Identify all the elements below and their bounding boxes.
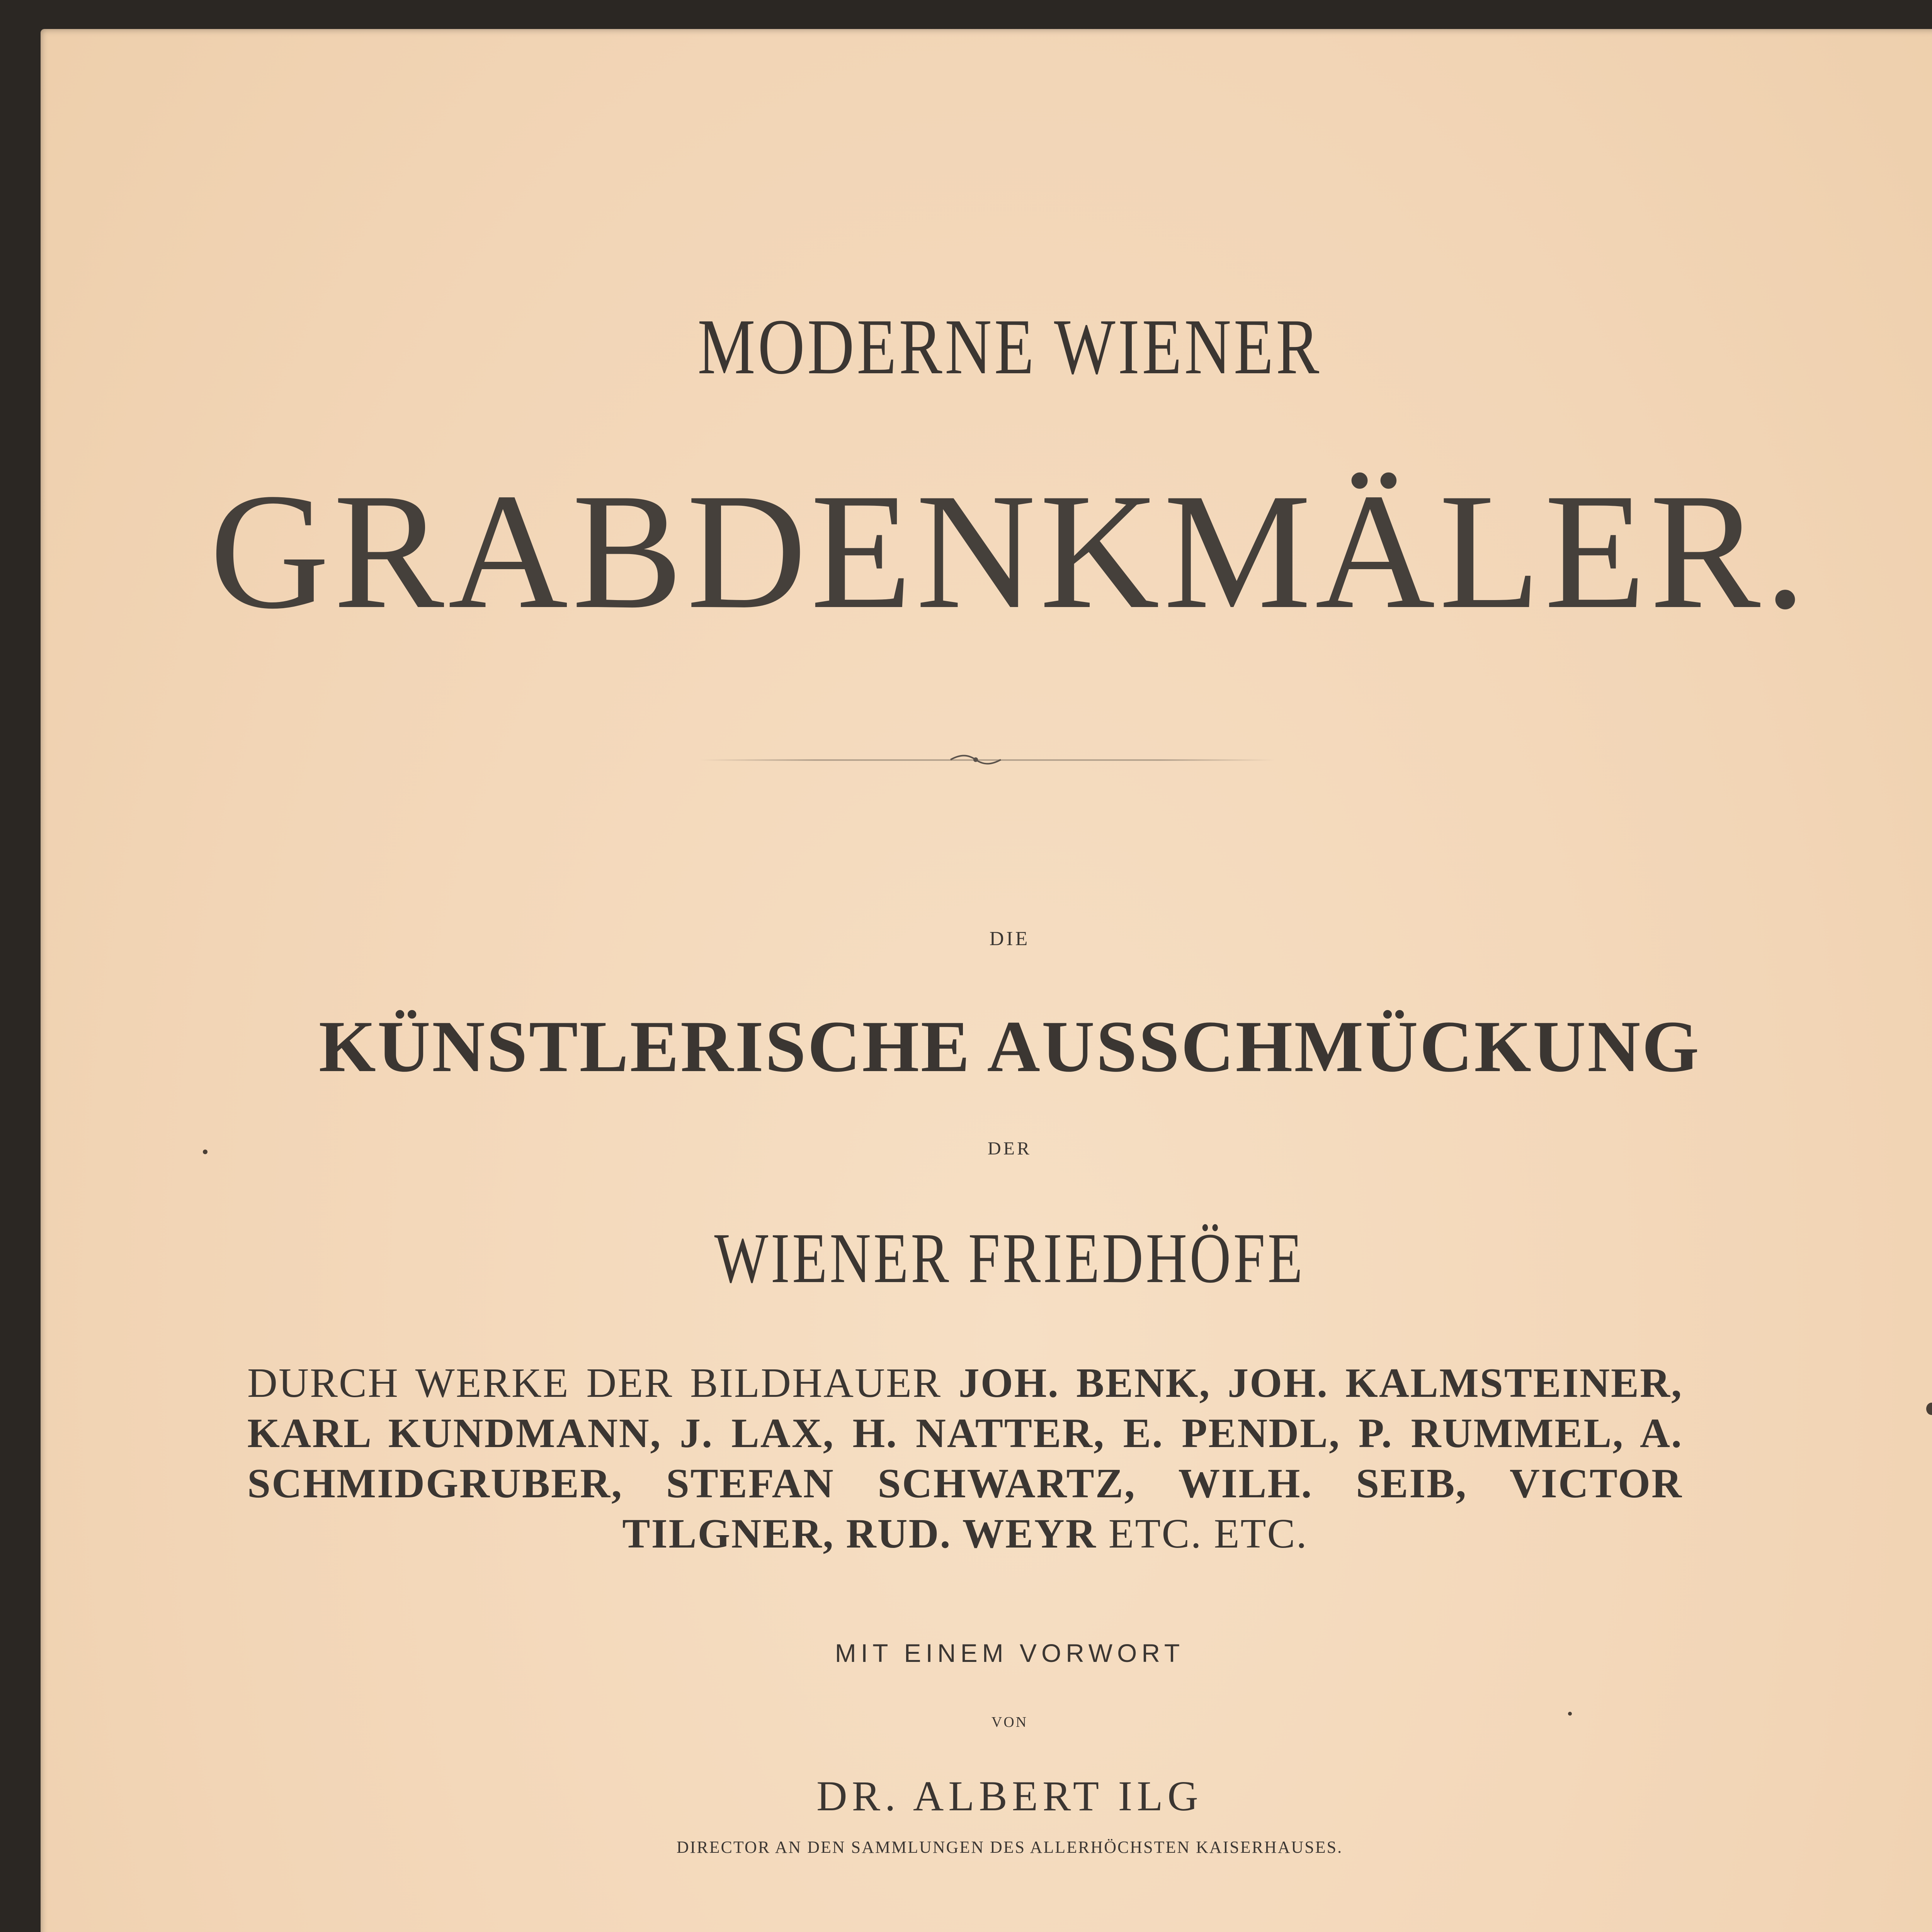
ornament-icon — [949, 751, 1003, 768]
author-title: DR. — [816, 1772, 900, 1820]
artists-etc: ETC. ETC. — [1108, 1511, 1308, 1557]
paper-speck — [203, 1150, 207, 1154]
author-line — [0, 1772, 1932, 1821]
title-line-2: GRABDENKMÄLER. — [209, 459, 1810, 643]
article-der: DER — [988, 1138, 1032, 1159]
artists-list: JOH. BENK, JOH. KALMSTEINER, KARL KUNDMANN, J. LAX, H. NATTER, E. PENDL, P. RUMMEL, A. SCHMIDGRUBER, STEFAN SCHWARTZ, WILH. SEIB, VICTOR TILGNER, RUD. WEYR — [247, 1360, 1683, 1557]
foreword-note: MIT EINEM VORWORT — [835, 1639, 1185, 1667]
paper-speck — [1568, 1712, 1572, 1716]
main-heading: KÜNSTLERISCHE AUSSCHMÜCKUNG — [318, 1006, 1701, 1087]
author-position: DIRECTOR AN DEN SAMMLUNGEN DES ALLERHÖCHSTEN KAISERHAUSES. — [676, 1838, 1343, 1857]
title-line-1: MODERNE WIENER — [697, 303, 1322, 391]
von-label: VON — [991, 1714, 1028, 1730]
author-name: ALBERT ILG — [913, 1772, 1203, 1820]
sub-heading: WIENER FRIEDHÖFE — [714, 1219, 1305, 1298]
article-die: DIE — [989, 928, 1030, 950]
artists-paragraph — [247, 1358, 1683, 1559]
artists-intro: DURCH WERKE DER BILDHAUER — [247, 1360, 942, 1406]
